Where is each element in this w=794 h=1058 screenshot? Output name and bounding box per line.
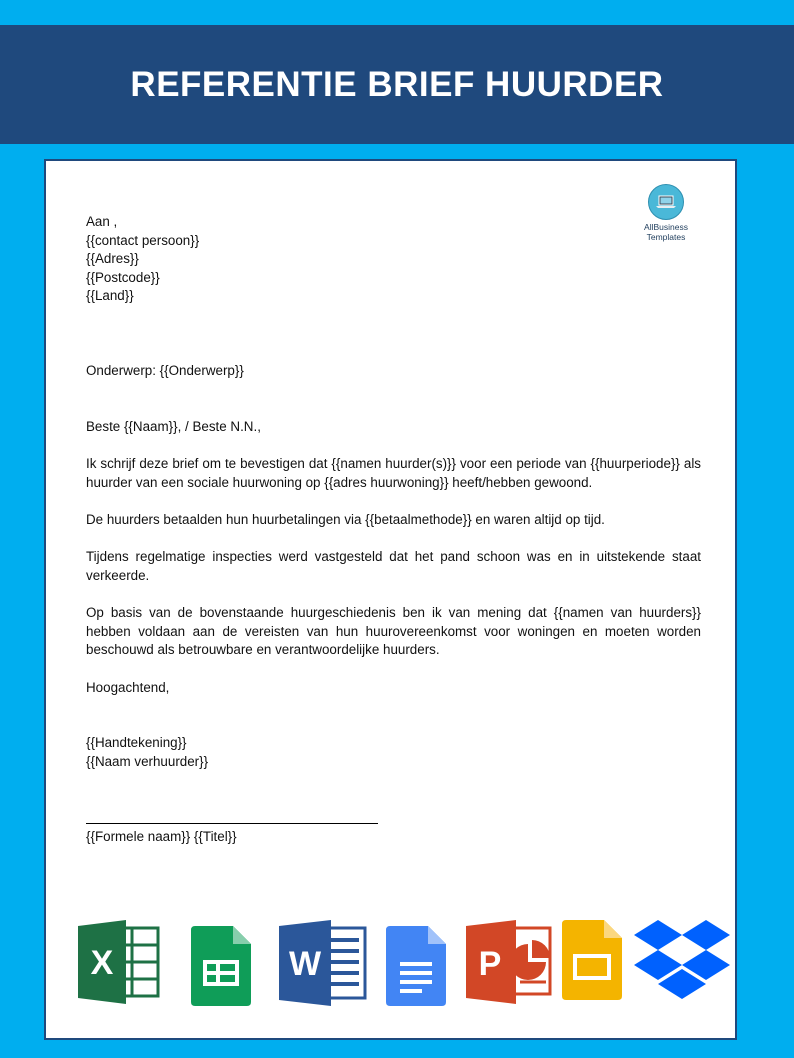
subject-line (86, 362, 701, 381)
formal-name-text: {{Formele naam}} {{Titel}} (86, 829, 237, 844)
paragraph-2-text: De huurders betaalden hun huurbetalingen via {{betaalmethode}} en waren altijd op tijd. (86, 512, 605, 527)
subject-text: Onderwerp: {{Onderwerp}} (86, 363, 244, 378)
word-icon[interactable] (277, 920, 369, 1006)
signature-block (86, 734, 701, 771)
paragraph-3 (86, 548, 701, 585)
greeting-text: Beste {{Naam}}, / Beste N.N., (86, 419, 261, 434)
signature-line (86, 823, 378, 824)
paragraph-3-text: Tijdens regelmatige inspecties werd vastgesteld dat het pand schoon was en in uitstekende staat verkeerde. (86, 549, 701, 583)
paragraph-2 (86, 511, 701, 530)
greeting (86, 418, 701, 437)
paragraph-4-text: Op basis van de bovenstaande huurgeschiedenis ben ik van mening dat {{namen van huurders}} hebben voldaan aan de vereisten van hun huurovereenkomst voor woningen en moeten worden beschouwd als betrouwbare en verantwoordelijke huurders. (86, 605, 701, 657)
powerpoint-icon[interactable] (464, 920, 554, 1004)
google-docs-icon[interactable] (386, 926, 446, 1006)
closing (86, 679, 701, 698)
page-title: REFERENTIE BRIEF HUURDER (130, 64, 664, 104)
google-slides-icon[interactable] (562, 920, 622, 1000)
excel-letter: X (90, 944, 114, 982)
logo-line-2: Templates (646, 232, 686, 242)
signature-placeholder: {{Handtekening}} (86, 735, 187, 750)
paragraph-4 (86, 604, 701, 660)
powerpoint-letter: P (478, 945, 502, 983)
address-line: {{contact persoon}} (86, 232, 200, 248)
address-line: {{Postcode}} (86, 269, 160, 285)
word-letter: W (288, 945, 322, 983)
app-icon-row (76, 916, 736, 1016)
paragraph-1 (86, 455, 701, 492)
formal-name-block (86, 828, 701, 847)
closing-text: Hoogachtend, (86, 680, 170, 695)
address-line: {{Land}} (86, 288, 134, 303)
title-banner (0, 25, 794, 144)
paragraph-1-text: Ik schrijf deze brief om te bevestigen dat {{namen huurder(s)}} voor een periode van {{huurperiode}} als huurder van een sociale huurwoning op {{adres huurwoning}} heeft/hebben gewoond. (86, 456, 701, 490)
letter-page (44, 159, 737, 1040)
landlord-name: {{Naam verhuurder}} (86, 753, 209, 769)
dropbox-icon[interactable] (634, 920, 730, 1006)
excel-icon[interactable] (76, 920, 162, 1004)
address-line: {{Adres}} (86, 251, 139, 266)
logo-line-1: AllBusiness (644, 222, 688, 232)
address-block (86, 213, 701, 306)
google-sheets-icon[interactable] (191, 926, 251, 1006)
address-line: Aan , (86, 214, 118, 229)
